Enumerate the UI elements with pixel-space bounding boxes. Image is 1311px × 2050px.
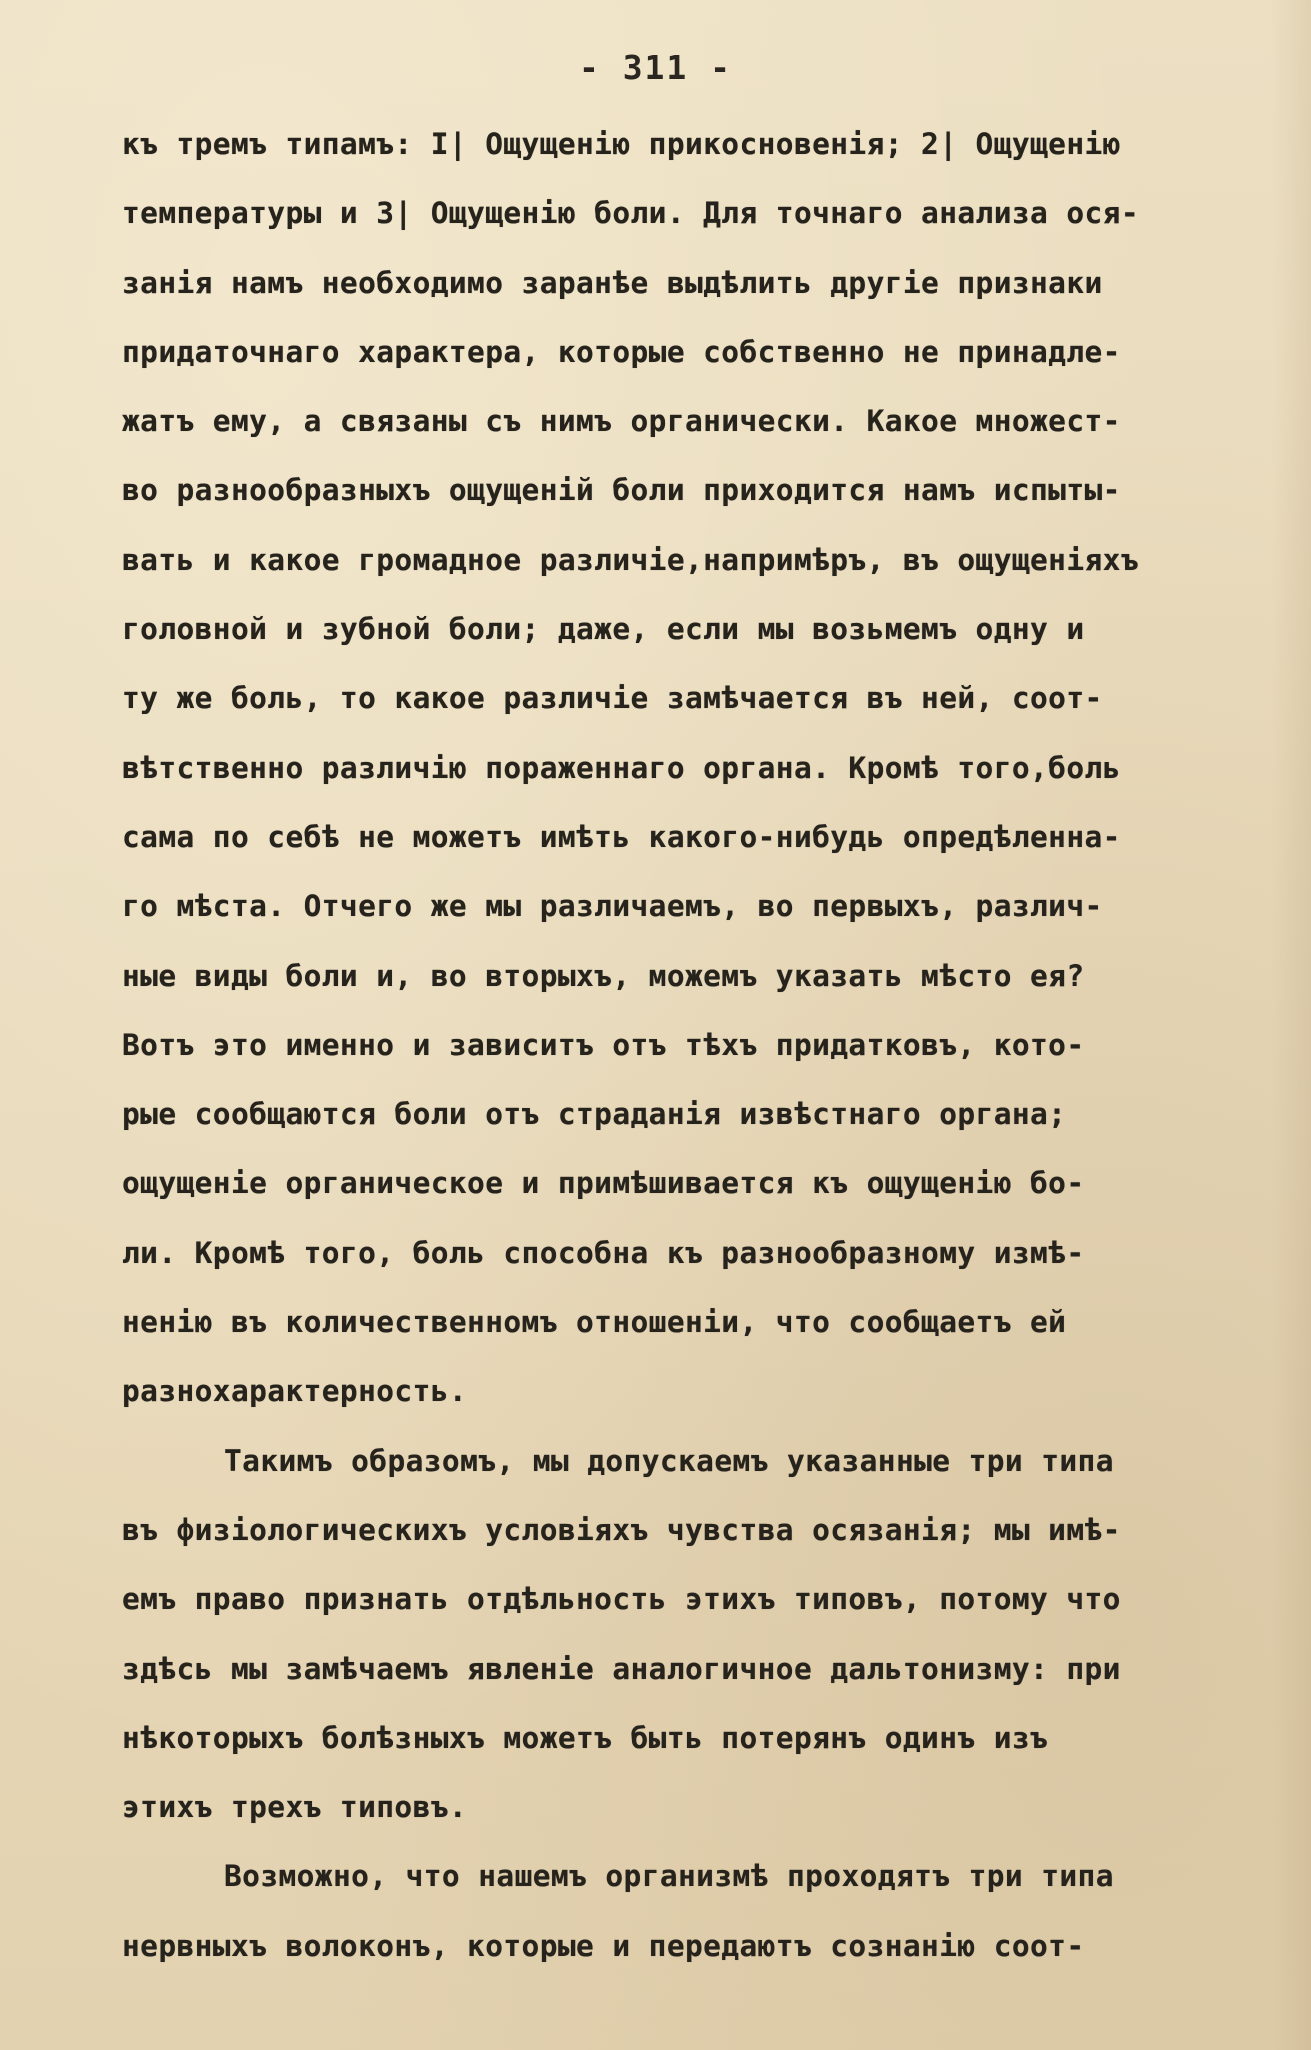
text-line: сама по себѣ не можетъ имѣть какого-нибудь опредѣленна- (122, 819, 1121, 854)
page-number: - 311 - (578, 48, 733, 87)
text-line: здѣсь мы замѣчаемъ явленіе аналогичное дальтонизму: при (122, 1651, 1121, 1686)
text-line: головной и зубной боли; даже, если мы возьмемъ одну и (122, 612, 1085, 647)
text-line: нѣкоторыхъ болѣзныхъ можетъ быть потерянъ одинъ изъ (122, 1720, 1049, 1755)
text-line: придаточнаго характера, которые собственно не принадле- (122, 334, 1121, 369)
text-line: Такимъ образомъ, мы допускаемъ указанные три типа (224, 1443, 1114, 1478)
text-line: ненію въ количественномъ отношеніи, что сообщаетъ ей (122, 1305, 1067, 1340)
text-line: рые сообщаются боли отъ страданія извѣстнаго органа; (122, 1097, 1067, 1132)
text-line: го мѣста. Отчего же мы различаемъ, во первыхъ, различ- (122, 889, 1103, 924)
text-line: вѣтственно различію пораженнаго органа. Кромѣ того,боль (122, 750, 1121, 785)
text-line: емъ право признать отдѣльность этихъ типовъ, потому что (122, 1582, 1121, 1617)
text-line: разнохарактерность. (122, 1374, 468, 1409)
text-line: ту же боль, то какое различіе замѣчается въ ней, соот- (122, 681, 1103, 716)
text-line: во разнообразныхъ ощущеній боли приходится намъ испыты- (122, 473, 1121, 508)
text-line: этихъ трехъ типовъ. (122, 1790, 468, 1825)
text-line: Возможно, что нашемъ организмѣ проходятъ три типа (224, 1859, 1114, 1894)
text-line: вать и какое громадное различіе,напримѣръ, въ ощущеніяхъ (122, 542, 1139, 577)
text-line: ли. Кромѣ того, боль способна къ разнообразному измѣ- (122, 1235, 1085, 1270)
text-line: въ физіологическихъ условіяхъ чувства осязанія; мы имѣ- (122, 1512, 1121, 1547)
text-line: нервныхъ волоконъ, которые и передаютъ сознанію соот- (122, 1928, 1085, 1963)
text-line: ощущеніе органическое и примѣшивается къ ощущенію бо- (122, 1166, 1085, 1201)
body-text (122, 110, 1302, 1981)
text-line: занія намъ необходимо заранѣе выдѣлить другіе признаки (122, 265, 1103, 300)
text-line: температуры и 3| Ощущенію боли. Для точнаго анализа ося- (122, 196, 1139, 231)
text-line: жатъ ему, а связаны съ нимъ органически. Какое множест- (122, 404, 1121, 439)
text-line: Вотъ это именно и зависитъ отъ тѣхъ придатковъ, кото- (122, 1027, 1085, 1062)
text-line: ные виды боли и, во вторыхъ, можемъ указать мѣсто ея? (122, 958, 1085, 993)
text-line: къ тремъ типамъ: I| Ощущенію прикосновенія; 2| Ощущенію (122, 127, 1121, 161)
